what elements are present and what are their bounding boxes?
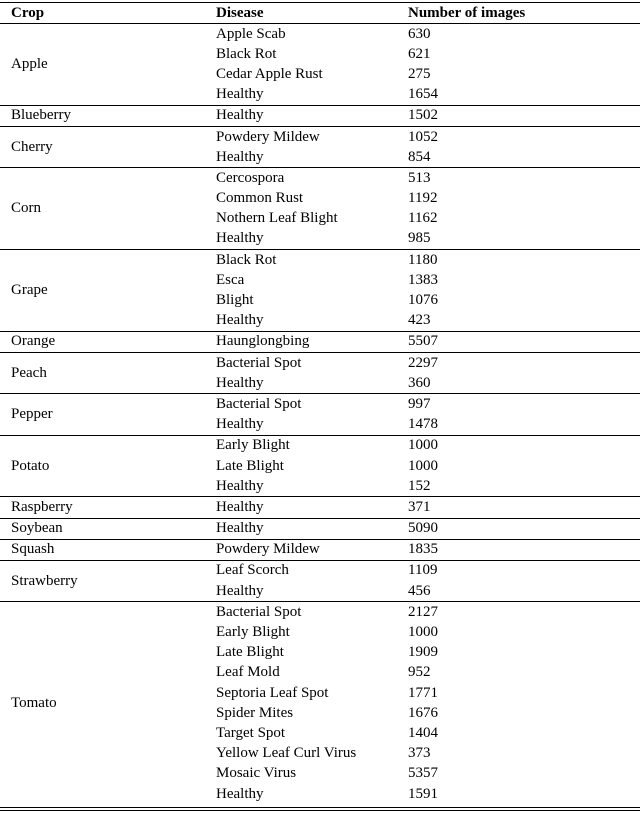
disease-cell: Healthy (216, 148, 264, 165)
disease-cell: Healthy (216, 785, 264, 802)
disease-rows (204, 127, 640, 167)
disease-cell: Yellow Leaf Curl Virus (216, 745, 357, 762)
disease-cell: Healthy (216, 520, 264, 537)
disease-cell: Healthy (216, 498, 264, 515)
disease-cell: Healthy (216, 86, 264, 103)
table-header (0, 3, 640, 23)
image-count-cell: 1180 (408, 251, 438, 268)
table-row (204, 353, 640, 373)
crop-group (0, 497, 640, 518)
disease-rows (204, 24, 640, 105)
disease-cell: Leaf Mold (216, 664, 280, 681)
image-count-cell: 1162 (408, 210, 438, 227)
table-row (204, 270, 640, 290)
image-count-cell: 373 (408, 745, 431, 762)
crop-group (0, 436, 640, 498)
bottom-rule-2 (0, 810, 640, 811)
crop-group (0, 519, 640, 540)
image-count-cell: 5090 (408, 520, 438, 537)
disease-cell: Leaf Scorch (216, 562, 289, 579)
disease-cell: Blight (216, 292, 254, 309)
image-count-cell: 1478 (408, 416, 438, 433)
image-count-cell: 1771 (408, 684, 438, 701)
disease-cell: Spider Mites (216, 704, 294, 721)
disease-rows (204, 540, 640, 560)
disease-cell: Cedar Apple Rust (216, 65, 323, 82)
disease-cell: Esca (216, 271, 245, 288)
disease-rows (204, 353, 640, 393)
image-count-cell: 1192 (408, 190, 438, 207)
disease-cell: Haunglongbing (216, 333, 310, 350)
disease-cell: Early Blight (216, 437, 290, 454)
image-count-cell: 985 (408, 230, 431, 247)
crop-group (0, 168, 640, 250)
disease-cell: Target Spot (216, 724, 286, 741)
table-row (204, 643, 640, 663)
table-row (204, 373, 640, 393)
crop-cell: Pepper (11, 406, 53, 423)
disease-cell: Black Rot (216, 251, 277, 268)
table-row (204, 456, 640, 476)
disease-cell: Healthy (216, 582, 264, 599)
disease-rows (204, 519, 640, 539)
disease-cell: Nothern Leaf Blight (216, 210, 338, 227)
table-row (204, 723, 640, 743)
disease-cell: Bacterial Spot (216, 395, 302, 412)
table-row (204, 683, 640, 703)
disease-cell: Septoria Leaf Spot (216, 684, 329, 701)
image-count-cell: 360 (408, 374, 431, 391)
disease-cell: Early Blight (216, 624, 290, 641)
crop-cell: Orange (11, 333, 56, 350)
crop-cell: Strawberry (11, 572, 78, 589)
disease-cell: Late Blight (216, 457, 284, 474)
image-count-cell: 513 (408, 169, 431, 186)
crop-group (0, 353, 640, 394)
table-row (204, 703, 640, 723)
crop-cell: Squash (11, 541, 55, 558)
crop-cell: Apple (11, 55, 48, 72)
table-row (204, 85, 640, 105)
disease-cell: Powdery Mildew (216, 541, 320, 558)
disease-rows (204, 106, 640, 126)
disease-cell: Bacterial Spot (216, 354, 302, 371)
image-count-cell: 1000 (408, 437, 438, 454)
disease-cell: Common Rust (216, 190, 304, 207)
disease-cell: Healthy (216, 477, 264, 494)
table-row (204, 764, 640, 784)
crop-group (0, 394, 640, 435)
crop-cell: Tomato (11, 694, 57, 711)
table-row (204, 602, 640, 622)
crop-cell: Blueberry (11, 107, 71, 124)
crop-cell: Corn (11, 200, 41, 217)
image-count-cell: 1654 (408, 86, 438, 103)
table-row (204, 744, 640, 764)
image-count-cell: 1909 (408, 644, 438, 661)
image-count-cell: 1000 (408, 624, 438, 641)
disease-rows (204, 250, 640, 331)
image-count-cell: 423 (408, 312, 431, 329)
crop-group (0, 24, 640, 106)
table-row (204, 209, 640, 229)
image-count-cell: 1835 (408, 541, 438, 558)
image-count-cell: 1591 (408, 785, 438, 802)
crop-group (0, 540, 640, 561)
image-count-cell: 997 (408, 395, 431, 412)
disease-cell: Apple Scab (216, 25, 286, 42)
disease-cell: Powdery Mildew (216, 128, 320, 145)
disease-rows (204, 394, 640, 434)
image-count-cell: 1404 (408, 724, 438, 741)
image-count-cell: 2297 (408, 354, 438, 371)
crop-group (0, 127, 640, 168)
disease-rows (204, 497, 640, 517)
table-row (204, 561, 640, 581)
disease-cell: Cercospora (216, 169, 285, 186)
table-row (204, 332, 640, 352)
table-row (204, 663, 640, 683)
image-count-cell: 2127 (408, 603, 438, 620)
disease-cell: Healthy (216, 374, 264, 391)
crop-group (0, 106, 640, 127)
crop-group (0, 250, 640, 332)
image-count-cell: 371 (408, 498, 431, 515)
disease-rows (204, 561, 640, 601)
crop-cell: Potato (11, 457, 50, 474)
crop-cell: Raspberry (11, 498, 73, 515)
table-row (204, 44, 640, 64)
image-count-cell: 5507 (408, 333, 438, 350)
disease-rows (204, 436, 640, 497)
crop-group (0, 561, 640, 602)
table-row (204, 311, 640, 331)
crop-group (0, 332, 640, 353)
disease-rows (204, 602, 640, 804)
image-count-cell: 152 (408, 477, 431, 494)
image-count-cell: 1052 (408, 128, 438, 145)
disease-cell: Healthy (216, 416, 264, 433)
image-count-cell: 621 (408, 45, 431, 62)
crop-cell: Soybean (11, 520, 63, 537)
disease-cell: Healthy (216, 230, 264, 247)
header-disease: Disease (216, 4, 264, 21)
table-row (204, 394, 640, 414)
disease-rows (204, 168, 640, 249)
table-row (204, 189, 640, 209)
image-count-cell: 854 (408, 148, 431, 165)
image-count-cell: 456 (408, 582, 431, 599)
image-count-cell: 1109 (408, 562, 438, 579)
image-count-cell: 630 (408, 25, 431, 42)
table-row (204, 290, 640, 310)
table-row (204, 415, 640, 435)
disease-cell: Black Rot (216, 45, 277, 62)
image-count-cell: 1383 (408, 271, 438, 288)
table-row (204, 784, 640, 804)
image-count-cell: 1676 (408, 704, 438, 721)
table-row (204, 250, 640, 270)
header-count: Number of images (408, 4, 526, 21)
crop-cell: Grape (11, 281, 48, 298)
table-row (204, 127, 640, 147)
table-row (204, 519, 640, 539)
disease-cell: Healthy (216, 312, 264, 329)
image-count-cell: 1076 (408, 292, 438, 309)
table-row (204, 436, 640, 456)
image-count-cell: 275 (408, 65, 431, 82)
table-row (204, 229, 640, 249)
image-count-cell: 1000 (408, 457, 438, 474)
table-row (204, 581, 640, 601)
table-row (204, 622, 640, 642)
crop-cell: Peach (11, 364, 47, 381)
crop-group (0, 602, 640, 804)
table-row (204, 476, 640, 496)
table-row (204, 497, 640, 517)
table-row (204, 106, 640, 126)
table-row (204, 147, 640, 167)
header-crop: Crop (11, 4, 45, 21)
table-row (204, 540, 640, 560)
image-count-cell: 1502 (408, 107, 438, 124)
disease-rows (204, 332, 640, 352)
table-row (204, 24, 640, 44)
crop-cell: Cherry (11, 138, 53, 155)
table-row (204, 64, 640, 84)
image-count-cell: 5357 (408, 765, 438, 782)
disease-cell: Bacterial Spot (216, 603, 302, 620)
disease-cell: Late Blight (216, 644, 284, 661)
image-count-cell: 952 (408, 664, 431, 681)
table-body (0, 23, 640, 804)
disease-cell: Healthy (216, 107, 264, 124)
table-row (204, 168, 640, 188)
disease-cell: Mosaic Virus (216, 765, 297, 782)
